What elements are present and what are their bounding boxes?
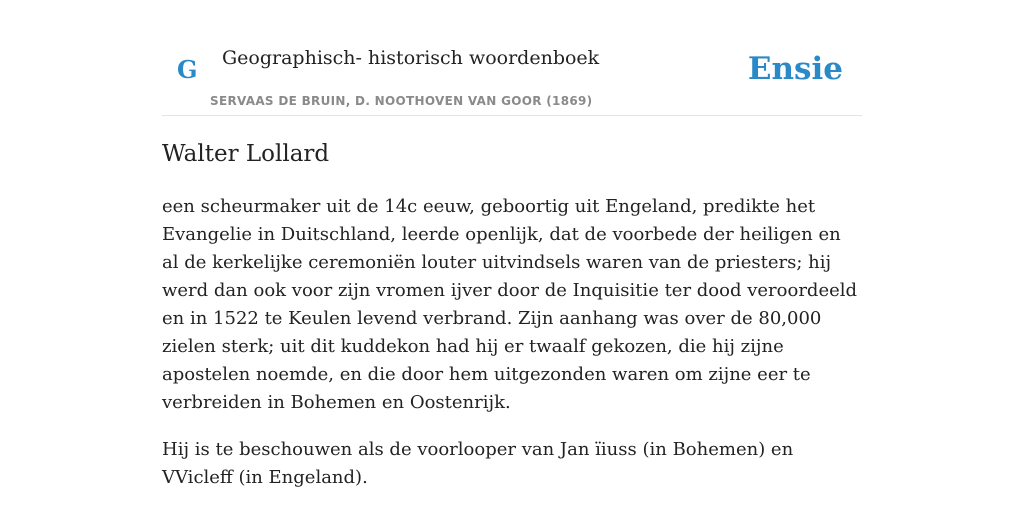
- book-header: [162, 0, 862, 116]
- book-author: SERVAAS DE BRUIN, D. NOOTHOVEN VAN GOOR (1869): [210, 94, 593, 108]
- entry-title: Walter Lollard: [162, 141, 330, 167]
- book-title-link[interactable]: Geographisch- historisch woordenboek: [222, 47, 600, 69]
- entry-paragraph: een scheurmaker uit de 14c eeuw, geboortig uit Engeland, predikte het Evangelie in Duitschland, leerde openlijk, dat de voorbede der heiligen en al de kerkelijke ceremoniën louter uitvindsels waren van de priesters; hij werd dan ook voor zijn vromen ijver door de Inquisitie ter dood veroordeeld en in 1522 te Keulen levend verbrand. Zijn aanhang was over de 80,000 zielen sterk; uit dit kuddekon had hij er twaalf gekozen, die hij zijne apostelen noemde, en die door hem uitgezonden waren om zijne eer te verbreiden in Bohemen en Oostenrijk.: [162, 196, 858, 413]
- ensie-logo[interactable]: Ensie: [747, 51, 843, 87]
- entry-paragraph: Hij is te beschouwen als de voorlooper van Jan ïiuss (in Bohemen) en VVicleff (in Engeland).: [162, 439, 794, 488]
- book-logo-letter[interactable]: G: [177, 55, 198, 84]
- article: [162, 136, 862, 492]
